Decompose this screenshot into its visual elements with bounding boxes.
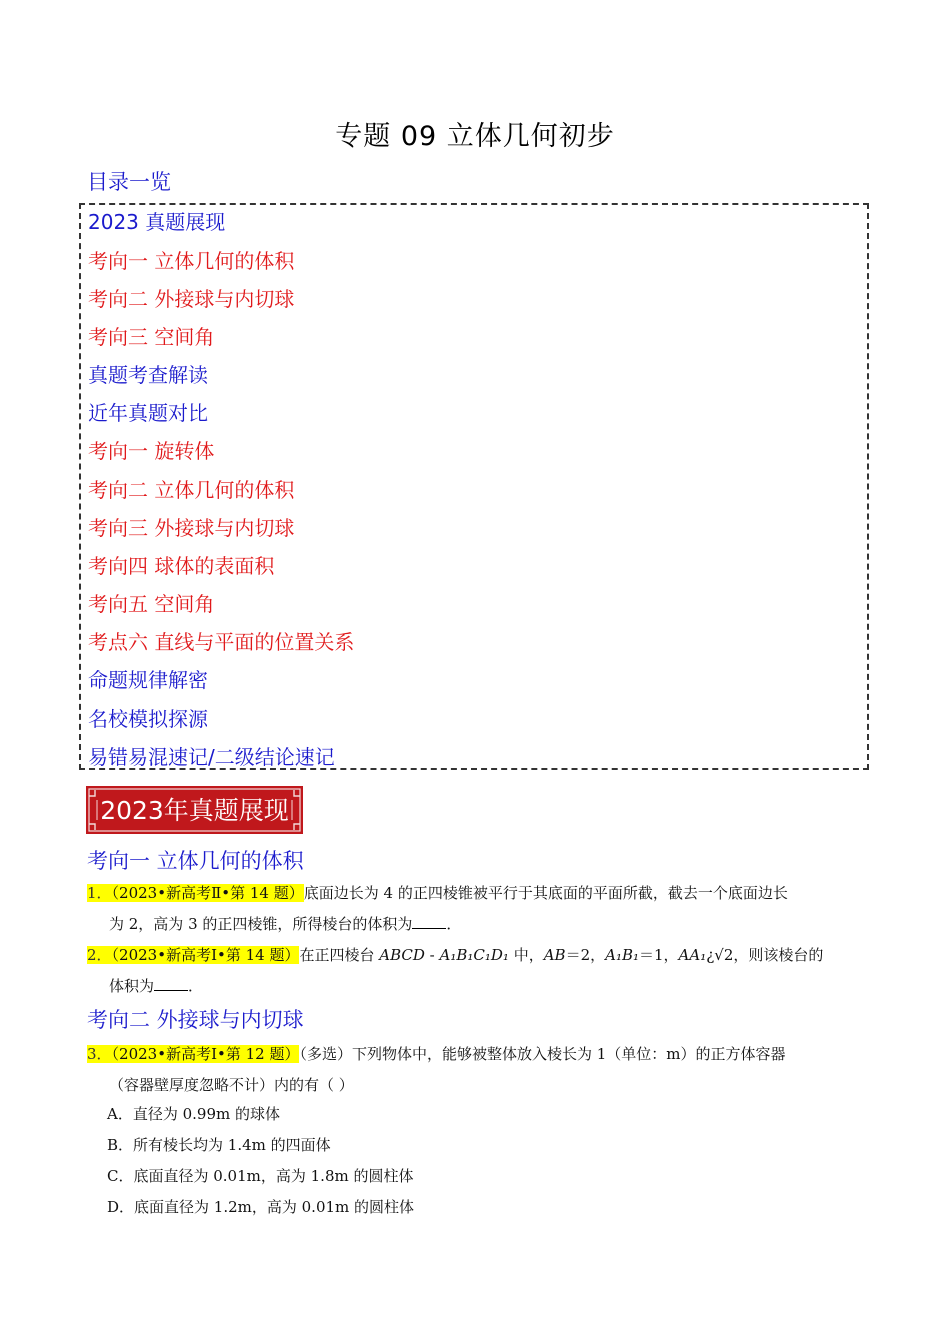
toc-item-angle-2[interactable]: 考向五 空间角 (88, 592, 215, 616)
math-text: AA₁ (678, 946, 707, 964)
question-text: 中， (508, 946, 544, 964)
question-source: （2023•新高考Ⅰ•第 14 题） (111, 946, 300, 964)
toc-item-rotation[interactable]: 考向一 旋转体 (88, 439, 215, 463)
question-text: ¿√2，则该棱台的 (706, 946, 824, 964)
toc-item-surface[interactable]: 考向四 球体的表面积 (88, 554, 275, 578)
section-volume-heading: 考向一 立体几何的体积 (87, 849, 304, 873)
option-a[interactable]: A．直径为 0.99m 的球体 (107, 1105, 280, 1123)
section-banner (86, 786, 303, 834)
question-text: 为 2，高为 3 的正四棱锥，所得棱台的体积为 (109, 915, 413, 933)
question-number: 3． (87, 1045, 112, 1063)
question-text: 底面边长为 4 的正四棱锥被平行于其底面的平面所截，截去一个底面边长 (303, 884, 788, 902)
toc-item-volume[interactable]: 考向一 立体几何的体积 (88, 249, 295, 273)
toc-item-analysis[interactable]: 真题考查解读 (88, 363, 208, 387)
option-d[interactable]: D．底面直径为 1.2m，高为 0.01m 的圆柱体 (107, 1198, 415, 1216)
toc-item-errors[interactable]: 易错易混速记/二级结论速记 (88, 745, 335, 769)
toc-item-angle[interactable]: 考向三 空间角 (88, 325, 215, 349)
toc-item-sphere-2[interactable]: 考向三 外接球与内切球 (88, 516, 295, 540)
option-c[interactable]: C．底面直径为 0.01m，高为 1.8m 的圆柱体 (107, 1167, 414, 1185)
math-text: A₁B₁ (605, 946, 639, 964)
answer-blank[interactable] (412, 914, 446, 929)
question-number: 2． (87, 946, 112, 964)
answer-blank[interactable] (154, 976, 188, 991)
toc-item-sphere[interactable]: 考向二 外接球与内切球 (88, 287, 295, 311)
toc-item-pattern[interactable]: 命题规律解密 (88, 668, 208, 692)
banner-title: 2023年真题展现 (100, 796, 289, 825)
page-title: 专题 09 立体几何初步 (335, 121, 615, 152)
math-text: ABCD (379, 946, 425, 964)
toc-item-line-plane[interactable]: 考点六 直线与平面的位置关系 (88, 630, 355, 654)
question-2 (87, 940, 867, 1002)
question-source: （2023•新高考Ⅱ•第 14 题） (111, 884, 304, 902)
question-source: （2023•新高考Ⅰ•第 12 题） (111, 1045, 300, 1063)
question-text: ＝1， (639, 946, 679, 964)
toc-item-compare[interactable]: 近年真题对比 (88, 401, 208, 425)
option-b[interactable]: B．所有棱长均为 1.4m 的四面体 (107, 1136, 331, 1154)
toc-item-volume-2[interactable]: 考向二 立体几何的体积 (88, 478, 295, 502)
toc-box (79, 203, 869, 770)
section-sphere-heading: 考向二 外接球与内切球 (87, 1008, 304, 1032)
question-text: ． (188, 977, 204, 995)
question-text: 在正四棱台 (299, 946, 380, 964)
question-3 (87, 1039, 867, 1101)
question-text: ＝2， (565, 946, 606, 964)
question-text: ． (446, 915, 462, 933)
toc-heading: 目录一览 (87, 170, 171, 194)
question-text: （容器壁厚度忽略不计）内的有（ ） (109, 1076, 354, 1094)
math-text: AB (543, 946, 566, 964)
toc-item-schools[interactable]: 名校模拟探源 (88, 707, 208, 731)
math-text: A₁B₁C₁D₁ (439, 946, 509, 964)
question-number: 1． (87, 884, 112, 902)
question-text: （多选）下列物体中，能够被整体放入棱长为 1（单位：m）的正方体容器 (299, 1045, 786, 1063)
question-text: 体积为 (109, 977, 155, 995)
question-text: - (424, 946, 440, 964)
question-1 (87, 878, 867, 940)
toc-item-2023[interactable]: 2023 真题展现 (88, 210, 226, 234)
